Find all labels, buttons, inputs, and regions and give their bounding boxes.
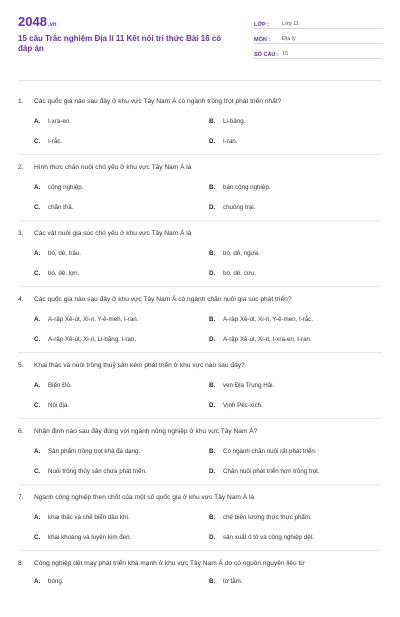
option-d[interactable] xyxy=(209,204,384,212)
option-d[interactable] xyxy=(209,402,384,410)
option-letter: B. xyxy=(209,184,216,191)
option-letter: A. xyxy=(34,316,41,323)
meta-label: MÔN : xyxy=(254,37,271,43)
question-number: 2. xyxy=(18,164,24,171)
options xyxy=(18,382,382,410)
option-letter: C. xyxy=(34,138,41,145)
option-d[interactable] xyxy=(209,270,384,278)
option-a[interactable] xyxy=(34,382,209,390)
question-stem xyxy=(18,98,382,106)
question-8 xyxy=(18,551,382,617)
option-d[interactable] xyxy=(209,336,384,344)
option-text: bò, dê, cừu. xyxy=(223,270,257,277)
option-c[interactable] xyxy=(34,402,209,410)
question-stem xyxy=(18,494,382,502)
header xyxy=(18,14,382,72)
question-7 xyxy=(18,485,382,551)
option-b[interactable] xyxy=(209,514,384,522)
option-text: A-rập Xê-út, Xi-ri, Y-ê-men, I-ran. xyxy=(48,316,139,323)
option-a[interactable] xyxy=(34,250,209,258)
meta-value: Lớp 11 xyxy=(282,21,299,27)
option-a[interactable] xyxy=(34,448,209,456)
option-text: I-xra-en. xyxy=(48,118,72,125)
question-3 xyxy=(18,221,382,287)
option-b[interactable] xyxy=(209,250,384,258)
question-text: Khai thác và nuôi trồng thuỷ sản kém phát triển ở khu vực nào sau đây? xyxy=(34,362,245,369)
option-letter: C. xyxy=(34,468,41,475)
question-stem xyxy=(18,230,382,238)
question-stem xyxy=(18,362,382,370)
option-letter: D. xyxy=(209,336,216,343)
meta-value: 15 xyxy=(282,51,289,57)
question-text: Nhận định nào sau đây đúng với ngành nông nghiệp ở khu vực Tây Nam Á? xyxy=(34,428,258,435)
option-text: Sản phẩm trồng trọt khá đa dạng. xyxy=(48,448,141,455)
question-1 xyxy=(18,89,382,155)
option-text: Li-băng. xyxy=(223,118,246,125)
question-stem xyxy=(18,560,382,568)
option-c[interactable] xyxy=(34,534,209,542)
brand xyxy=(18,14,228,54)
option-c[interactable] xyxy=(34,468,209,476)
option-letter: A. xyxy=(34,184,41,191)
option-text: Biển Đỏ. xyxy=(48,382,72,389)
question-number: 7. xyxy=(18,494,24,501)
option-text: chăn thả. xyxy=(48,204,74,211)
option-b[interactable] xyxy=(209,382,384,390)
option-text: I-ran. xyxy=(223,138,238,145)
option-text: I-rắc. xyxy=(48,138,63,145)
option-b[interactable] xyxy=(209,578,384,586)
header-divider xyxy=(18,80,382,81)
option-b[interactable] xyxy=(209,184,384,192)
question-4 xyxy=(18,287,382,353)
meta-label: SỐ CÂU : xyxy=(254,52,279,58)
option-text: khai khoáng và luyện kim đen. xyxy=(48,534,132,541)
option-letter: A. xyxy=(34,118,41,125)
option-letter: B. xyxy=(209,316,216,323)
option-d[interactable] xyxy=(209,534,384,542)
option-letter: C. xyxy=(34,336,41,343)
meta-row-subject xyxy=(254,31,382,44)
question-number: 3. xyxy=(18,230,24,237)
option-letter: A. xyxy=(34,578,41,585)
option-letter: C. xyxy=(34,204,41,211)
question-number: 4. xyxy=(18,296,24,303)
option-letter: D. xyxy=(209,138,216,145)
question-text: Các quốc gia nào sau đây ở khu vực Tây Nam Á có ngành trồng trọt phát triển nhất? xyxy=(34,98,282,105)
option-letter: A. xyxy=(34,382,41,389)
question-5 xyxy=(18,353,382,419)
option-text: Có ngành chăn nuôi rất phát triển. xyxy=(223,448,317,455)
question-number: 5. xyxy=(18,362,24,369)
option-letter: D. xyxy=(209,270,216,277)
option-letter: D. xyxy=(209,204,216,211)
option-text: chế biến lương thực thực phẩm. xyxy=(223,514,312,521)
option-text: ven Địa Trung Hải. xyxy=(223,382,275,389)
option-c[interactable] xyxy=(34,336,209,344)
option-text: bò, dê, lợn. xyxy=(48,270,80,277)
option-c[interactable] xyxy=(34,270,209,278)
option-a[interactable] xyxy=(34,578,209,586)
options xyxy=(18,118,382,146)
option-d[interactable] xyxy=(209,468,384,476)
question-2 xyxy=(18,155,382,221)
option-text: Chăn nuôi phát triển hơn trồng trọt. xyxy=(223,468,320,475)
option-b[interactable] xyxy=(209,118,384,126)
question-number: 1. xyxy=(18,98,24,105)
option-text: công nghiệp. xyxy=(48,184,84,191)
site-logo[interactable] xyxy=(18,14,228,29)
option-c[interactable] xyxy=(34,138,209,146)
question-stem xyxy=(18,296,382,304)
logo-sub: .vn xyxy=(47,22,57,28)
option-letter: A. xyxy=(34,448,41,455)
option-a[interactable] xyxy=(34,118,209,126)
option-letter: B. xyxy=(209,118,216,125)
question-text: Ngành công nghiệp then chốt của một số quốc gia ở khu vực Tây Nam Á là xyxy=(34,494,255,501)
question-text: Hình thức chăn nuôi chủ yếu ở khu vực Tây Nam Á là xyxy=(34,164,192,171)
option-text: khai thác và chế biến dầu khí. xyxy=(48,514,130,521)
options xyxy=(18,448,382,476)
option-letter: C. xyxy=(34,270,41,277)
options xyxy=(18,250,382,278)
option-text: chuồng trại. xyxy=(223,204,256,211)
option-letter: D. xyxy=(209,402,216,409)
option-text: bò, dê, trâu. xyxy=(48,250,82,257)
question-text: Các vật nuôi gia súc chủ yếu ở khu vực Tây Nam Á là xyxy=(34,230,192,237)
option-a[interactable] xyxy=(34,184,209,192)
option-text: bán công nghiệp. xyxy=(223,184,271,191)
option-text: A-rập Xê-út, Xi-ri, Y-ê-men, I-rắc. xyxy=(223,316,314,323)
option-letter: A. xyxy=(34,250,41,257)
meta-value: Địa lý xyxy=(282,36,296,42)
option-c[interactable] xyxy=(34,204,209,212)
option-text: sản xuất ô tô và công nghiệp dệt. xyxy=(223,534,315,541)
question-stem xyxy=(18,428,382,436)
options xyxy=(18,316,382,344)
option-letter: C. xyxy=(34,402,41,409)
option-text: Vịnh Péc-xích. xyxy=(223,402,263,409)
option-b[interactable] xyxy=(209,316,384,324)
option-a[interactable] xyxy=(34,316,209,324)
option-text: A-rập Xê-út, Xi-ri, Li-băng, I-ran. xyxy=(48,336,137,343)
logo-main: 2048 xyxy=(18,14,47,29)
option-letter: C. xyxy=(34,534,41,541)
option-letter: D. xyxy=(209,534,216,541)
option-letter: A. xyxy=(34,514,41,521)
option-letter: B. xyxy=(209,448,216,455)
option-a[interactable] xyxy=(34,514,209,522)
option-letter: B. xyxy=(209,250,216,257)
meta-row-class xyxy=(254,16,382,29)
options xyxy=(18,514,382,542)
option-letter: B. xyxy=(209,382,216,389)
option-text: Nuôi trồng thủy sản chưa phát triển. xyxy=(48,468,147,475)
option-text: A-rập Xê-út, Xi-ri, I-xra-en, I-ran. xyxy=(223,336,312,343)
question-number: 8. xyxy=(18,560,24,567)
option-letter: B. xyxy=(209,514,216,521)
option-d[interactable] xyxy=(209,138,384,146)
page-title: 15 câu Trắc nghiệm Địa lí 11 Kết nối tri thức Bài 16 có đáp án xyxy=(18,34,222,53)
question-text: Các quốc gia nào sau đây ở khu vực Tây Nam Á có ngành chăn nuôi gia súc phát triển? xyxy=(34,296,292,303)
option-b[interactable] xyxy=(209,448,384,456)
question-text: Công nghiệp dệt may phát triển khá mạnh ở khu vực Tây Nam Á do có nguồn nguyên liệu từ xyxy=(34,560,305,567)
meta-row-count xyxy=(254,46,382,59)
option-letter: B. xyxy=(209,578,216,585)
option-text: Nội địa. xyxy=(48,402,69,409)
options xyxy=(18,184,382,212)
option-letter: D. xyxy=(209,468,216,475)
question-list xyxy=(18,89,382,617)
question-6 xyxy=(18,419,382,485)
meta-label: LỚP : xyxy=(254,22,269,28)
option-text: bông. xyxy=(48,578,64,585)
question-number: 6. xyxy=(18,428,24,435)
options xyxy=(18,578,382,586)
option-text: bò, dê, ngựa. xyxy=(223,250,260,257)
question-stem xyxy=(18,164,382,172)
meta-box xyxy=(254,16,382,61)
option-text: tơ tằm. xyxy=(223,578,243,585)
